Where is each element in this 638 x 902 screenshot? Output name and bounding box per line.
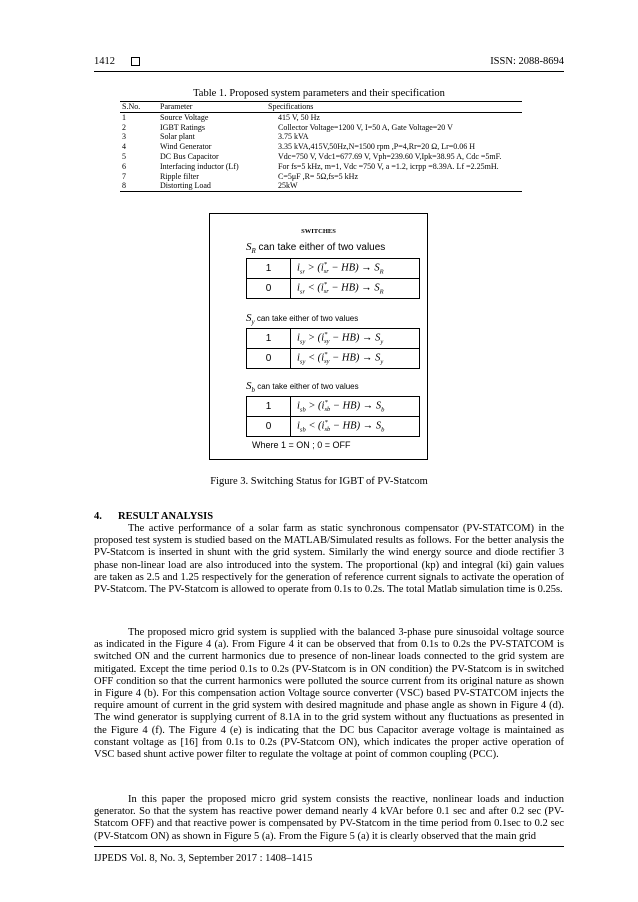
column-header: S.No.: [120, 102, 158, 113]
paragraph: The proposed micro grid system is supplied with the balanced 3-phase pure sinusoidal voltage source as indicated in the Figure 4 (a). From Figure 4 it can be observed that from 0.1s to 0.2s the PV-STATCOM is switched ON and the current harmonics due to presence of non-linear loads connected to the grid system are mitigated. Except the time period 0.1s to 0.2s (PV-Statcom is in ON condition) the PV-Statcom is in switched OFF condition so that the current harmonics were polluted the source current from its original nature as shown in Figure 4 (b). For this compensation action Voltage source converter (VSC) based PV-STATCOM injects the require amount of current in the grid system with desired magnitude and phase angle as shown in Figure 4 (d). The wind generator is supplying current of 8.1A in to the grid system without any fluctuations as presented in the Figure 4 (f). The Figure 4 (e) is indicating that the DC bus Capacitor average voltage is maintained as constant voltage as [16] from 0.1s to 0.2s (PV-Statcom ON), which indicates the proper active operation of VSC based shunt active power filter to regulate the voltage at point of common coupling (PCC).: [94, 627, 564, 761]
tail: − HB) → S: [328, 282, 380, 294]
table-cell: Interfacing inductor (Lf): [160, 161, 239, 171]
table-cell: 8: [120, 181, 158, 191]
switch-condition: [297, 399, 384, 414]
table-cell: 3: [122, 132, 126, 142]
ref-star: *: [323, 281, 327, 288]
table-cell: 4: [122, 142, 126, 152]
page-number: 1412: [94, 56, 115, 67]
switch-value: 1: [247, 329, 291, 348]
switch-value: 0: [247, 279, 291, 298]
table-cell: 415 V, 50 Hz: [278, 112, 320, 122]
table-cell: Collector Voltage=1200 V, I=50 A, Gate Voltage=20 V: [278, 122, 453, 132]
spec-table: [120, 101, 522, 192]
current-symbol: i: [297, 262, 300, 274]
operator: > (: [304, 262, 321, 274]
footer-rule: [94, 846, 564, 847]
switch-table: [246, 258, 420, 299]
switch-condition: [297, 419, 384, 434]
ref-symbol: i: [321, 332, 325, 344]
switch-symbol: S: [246, 312, 252, 324]
table-cell: For fs=5 kHz, m=1, Vdc =750 V, a =1.2, icrpp =8.39A. Lf =2.25mH.: [278, 161, 499, 171]
switch-value: 0: [247, 349, 291, 368]
operator: < (: [304, 282, 321, 294]
ref-star: *: [324, 399, 328, 406]
switch-condition: [297, 351, 383, 366]
switch-label-text: can take either of two values: [255, 382, 359, 391]
ref-subscript: sr: [323, 268, 329, 275]
ref-symbol: i: [321, 352, 325, 364]
current-subscript: sr: [299, 288, 305, 296]
current-subscript: sr: [299, 268, 305, 276]
table-cell: 6: [122, 161, 126, 171]
tail: − HB) → S: [329, 352, 381, 364]
switch-value: 0: [247, 417, 291, 436]
ref-symbol: i: [320, 282, 324, 294]
table-row: [120, 181, 522, 191]
checkbox-icon: [131, 57, 140, 66]
switch-label: [246, 380, 359, 394]
table-cell: Source Voltage: [160, 112, 209, 122]
table-cell: DC Bus Capacitor: [160, 151, 219, 161]
operator: > (: [305, 332, 322, 344]
switch-row: [247, 416, 419, 436]
ref-subscript: sy: [324, 358, 330, 365]
section-heading: [94, 511, 213, 522]
switch-subscript: y: [251, 318, 255, 327]
current-symbol: i: [297, 400, 300, 412]
table-cell: 2: [122, 122, 126, 132]
switch-table: [246, 328, 420, 369]
switching-figure: [209, 213, 428, 460]
current-subscript: sb: [299, 426, 306, 434]
table-cell: 3.35 kVA,415V,50Hz,N=1500 rpm ,P=4,Rr=20 Ω, Lr=0.06 H: [278, 142, 476, 152]
table-cell: 25kW: [266, 181, 522, 191]
ref-symbol: i: [320, 262, 324, 274]
switch-subscript: R: [251, 247, 256, 256]
switch-symbol: S: [246, 380, 252, 392]
switch-label: [246, 312, 358, 326]
ref-subscript: sr: [323, 288, 329, 295]
section-number: 4.: [94, 511, 102, 522]
switch-subscript: b: [251, 386, 255, 395]
figure-title: SWITCHES: [301, 228, 336, 235]
switch-label-text: can take either of two values: [255, 242, 386, 253]
tail: − HB) → S: [328, 262, 380, 274]
ref-star: *: [323, 261, 327, 268]
switch-row: [247, 348, 419, 368]
column-header: Parameter: [158, 102, 266, 113]
switch-symbol: S: [246, 241, 252, 253]
figure-caption: Figure 3. Switching Status for IGBT of PV-Statcom: [210, 476, 428, 487]
ref-symbol: i: [321, 420, 325, 432]
table-cell: Distorting Load: [158, 181, 266, 191]
output-subscript: b: [381, 406, 385, 414]
table-header-row: [120, 102, 522, 113]
table-cell: Ripple filter: [160, 171, 199, 181]
tail: − HB) → S: [329, 332, 381, 344]
table-row: [120, 172, 522, 182]
ref-subscript: sy: [324, 338, 330, 345]
table-row: [120, 162, 522, 172]
current-subscript: sb: [299, 406, 306, 414]
table-cell: IGBT Ratings: [160, 122, 205, 132]
tail: − HB) → S: [330, 400, 382, 412]
output-subscript: b: [381, 426, 385, 434]
current-symbol: i: [297, 420, 300, 432]
table-cell: Vdc=750 V, Vdc1=677.69 V, Vph=239.60 V,Ipk=38.95 A, Cdc =5mF.: [278, 151, 502, 161]
ref-subscript: sb: [324, 406, 331, 413]
table-cell: C=5μF ,R= 5Ω,fs=5 kHz: [278, 171, 358, 181]
output-subscript: R: [379, 268, 384, 276]
footer-text: IJPEDS Vol. 8, No. 3, September 2017 : 1408–1415: [94, 853, 313, 864]
switch-value: 1: [247, 259, 291, 278]
output-subscript: y: [380, 358, 384, 366]
switch-label-text: can take either of two values: [254, 314, 359, 323]
switch-condition: [297, 281, 384, 296]
switch-row: [247, 259, 419, 278]
table-cell: Wind Generator: [160, 142, 212, 152]
current-subscript: sy: [299, 358, 306, 366]
where-note: Where 1 = ON ; 0 = OFF: [252, 440, 351, 450]
table-row: [120, 112, 522, 122]
tail: − HB) → S: [330, 420, 382, 432]
switch-row: [247, 278, 419, 298]
paragraph: The active performance of a solar farm as static synchronous compensator (PV-STATCOM) in the proposed test system is studied based on the MATLAB/Simulated results as follows. For the better analysis the PV-Statcom is inserted in shunt with the grid system. Similarly the wind energy source and diode rectifier 3 phase non-linear load are also introduced into the system. The proportional (kp) and integral (ki) gain values are taken as 2.5 and 1.25 respectively for the generation of reference current signals to activate the operation of PV-Statcom. The PV-Statcom is allowed to operate from 0.1s to 0.2s. The total Matlab simulation time is 0.25s.: [94, 523, 564, 596]
ref-star: *: [324, 351, 328, 358]
table-cell: 1: [122, 112, 126, 122]
operator: < (: [305, 352, 322, 364]
page-header: [94, 56, 564, 72]
column-header: Specifications: [266, 102, 522, 113]
switch-condition: [297, 331, 383, 346]
table-cell: 3.75 kVA: [278, 132, 309, 142]
switch-table: [246, 396, 420, 437]
current-symbol: i: [297, 352, 300, 364]
paragraph: In this paper the proposed micro grid system consists the reactive, nonlinear loads and induction generator. So that the system has reactive power demand nearly 4 kVAr before 0.1 sec and after 0.2 sec (PV-Statcom OFF) and that reactive power is compensated by PV-Statcom in the time period from 0.1sec to 0.2 sec (PV-Statcom ON) as shown in Figure 5 (a). From the Figure 5 (a) it is clearly observed that the main grid: [94, 794, 564, 842]
table-cell: Solar plant: [160, 132, 195, 142]
operator: < (: [305, 420, 322, 432]
ref-star: *: [324, 419, 328, 426]
page-footer: [94, 846, 564, 864]
table-row: [120, 142, 522, 152]
header-rule: [94, 71, 564, 72]
current-symbol: i: [297, 332, 300, 344]
table-row: [120, 123, 522, 133]
ref-subscript: sb: [324, 426, 331, 433]
ref-star: *: [324, 331, 328, 338]
table-body: [120, 112, 522, 191]
table-caption: Table 1. Proposed system parameters and their specification: [193, 88, 445, 99]
table-cell: 5: [122, 151, 126, 161]
output-subscript: y: [380, 338, 384, 346]
switch-label: [246, 241, 385, 255]
output-subscript: R: [379, 288, 384, 296]
current-subscript: sy: [299, 338, 306, 346]
operator: > (: [305, 400, 322, 412]
ref-symbol: i: [321, 400, 325, 412]
switch-row: [247, 397, 419, 416]
current-symbol: i: [297, 282, 300, 294]
table-row: [120, 132, 522, 142]
section-title: RESULT ANALYSIS: [118, 511, 214, 522]
switch-condition: [297, 261, 384, 276]
switch-value: 1: [247, 397, 291, 416]
issn: ISSN: 2088-8694: [490, 56, 564, 67]
table-row: [120, 152, 522, 162]
table-cell: 7: [122, 171, 126, 181]
switch-row: [247, 329, 419, 348]
